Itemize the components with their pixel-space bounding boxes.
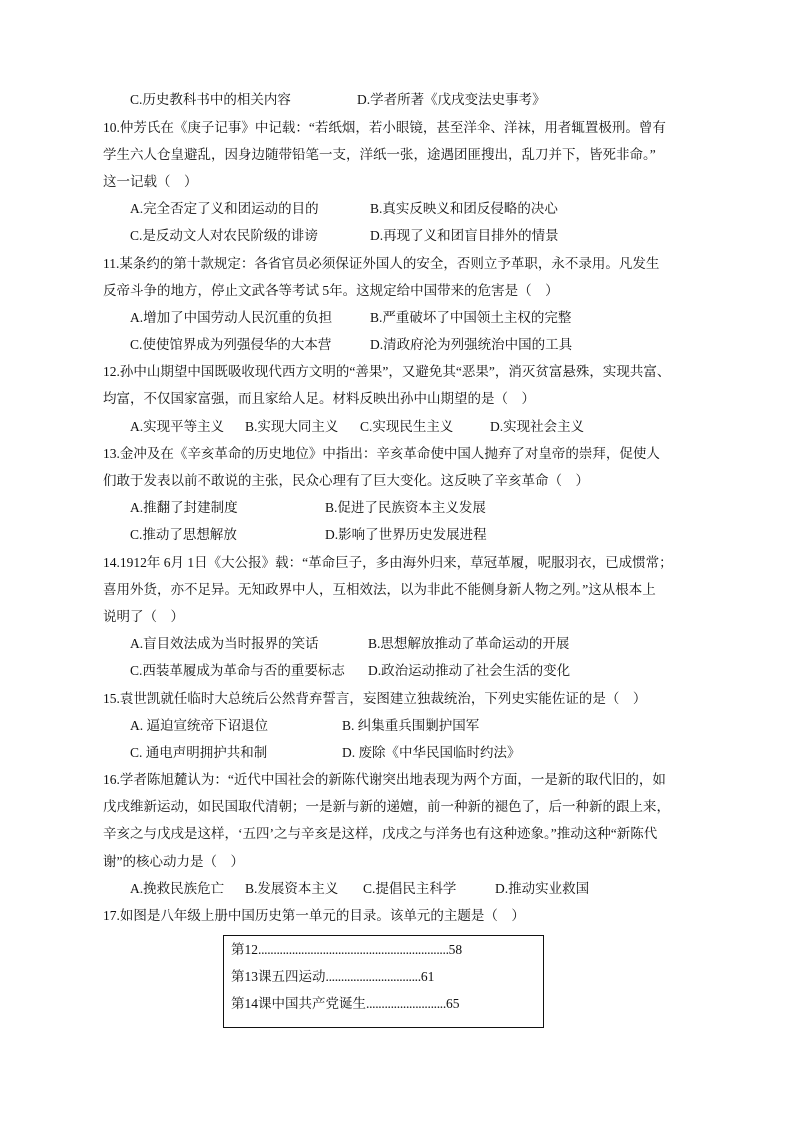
q16-stem-line-3: 辛亥之与戊戌是这样，‘五四’之与辛亥是这样，戊戌之与洋务也有这种迹象。”推动这种“新陈代 bbox=[103, 826, 658, 842]
q13-option-c: C.推动了思想解放 bbox=[130, 527, 237, 543]
q13-options-row-2 bbox=[0, 521, 794, 548]
toc-entry-label: 第12 bbox=[231, 942, 258, 957]
toc-entry-page: 65 bbox=[445, 996, 460, 1012]
q10-stem-line-1: 10.仲芳氏在《庚子记事》中记载：“若纸烟，若小眼镜，甚至洋伞、洋袜，用者辄置极刑。曾有 bbox=[103, 119, 666, 135]
q10-options-row-2 bbox=[0, 222, 794, 249]
q12-stem-line-2: 均富，不仅国家富强，而且家给人足。材料反映出孙中山期望的是（ ） bbox=[103, 391, 535, 407]
toc-entry-page: 58 bbox=[448, 942, 463, 957]
q11-options-row-1 bbox=[0, 304, 794, 331]
q10-option-c: C.是反动文人对农民阶级的诽谤 bbox=[130, 228, 318, 244]
q16-option-c: C.提倡民主科学 bbox=[363, 880, 457, 896]
q11-option-a: A.增加了中国劳动人民沉重的负担 bbox=[130, 309, 333, 325]
q15-options-row-1 bbox=[0, 712, 794, 739]
q15-option-a: A. 逼迫宣统帝下诏退位 bbox=[130, 717, 268, 733]
q12-option-c: C.实现民生主义 bbox=[360, 418, 454, 434]
q9-option-d: D.学者所著《戊戌变法史事考》 bbox=[357, 92, 546, 108]
q13-option-a: A.推翻了封建制度 bbox=[130, 500, 238, 516]
question-lines bbox=[0, 86, 794, 929]
q11-stem-line-2: 反帝斗争的地方，停止文武各等考试 5年。这规定给中国带来的危害是（ ） bbox=[103, 282, 559, 298]
q15-options-row-2 bbox=[0, 739, 794, 766]
q10-stem-line-2: 学生六人仓皇避乱，因身边随带铅笔一支，洋纸一张，途遇团匪搜出，乱刀并下，皆死非命。” bbox=[103, 146, 656, 162]
toc-entry bbox=[224, 990, 543, 1017]
toc-entry-label: 第14课中国共产党诞生 bbox=[231, 996, 366, 1012]
toc-entry-leader: .......................... bbox=[366, 996, 446, 1012]
toc-entry-leader: .............................................................. bbox=[258, 942, 449, 957]
q12-option-a: A.实现平等主义 bbox=[130, 418, 225, 434]
q16-stem-line-1: 16.学者陈旭麓认为：“近代中国社会的新陈代谢突出地表现为两个方面，一是新的取代旧的，如 bbox=[103, 772, 666, 788]
q13-stem-line-1: 13.金冲及在《辛亥革命的历史地位》中指出：辛亥革命使中国人抛弃了对皇帝的崇拜，促使人 bbox=[103, 445, 660, 461]
q16-stem-line-4: 谢”的核心动力是（ ） bbox=[103, 853, 244, 869]
q12-option-d: D.实现社会主义 bbox=[490, 418, 585, 434]
q10-stem-line-3: 这一记载（ ） bbox=[103, 173, 198, 189]
q12-option-b: B.实现大同主义 bbox=[245, 418, 339, 434]
q14-options-row-2 bbox=[0, 657, 794, 684]
q10-option-a: A.完全否定了义和团运动的目的 bbox=[130, 201, 319, 217]
q11-option-d: D.清政府沦为列强统治中国的工具 bbox=[370, 337, 573, 353]
toc-entry-leader: ............................... bbox=[325, 969, 421, 985]
toc-entry-label: 第13课五四运动 bbox=[231, 969, 326, 985]
q16-option-d: D.推动实业救国 bbox=[495, 880, 590, 896]
q14-stem-line-2: 喜用外货，亦不足异。无知政界中人，互相效法，以为非此不能侧身新人物之列。”这从根本上 bbox=[103, 581, 656, 597]
q11-options-row-2 bbox=[0, 331, 794, 358]
toc-entry bbox=[224, 963, 543, 990]
q15-stem-line-1: 15.袁世凯就任临时大总统后公然背弃誓言，妄图建立独裁统治，下列史实能佐证的是（ ） bbox=[103, 690, 647, 706]
q11-stem-line-1: 11.某条约的第十款规定：各省官员必须保证外国人的安全，否则立予革职，永不录用。凡发生 bbox=[103, 255, 660, 271]
q14-options-row-1 bbox=[0, 630, 794, 657]
q16-stem-line-2: 戊戌维新运动，如民国取代清朝；一是新与新的递嬗，前一种新的褪色了，后一种新的跟上来， bbox=[103, 799, 670, 815]
toc-entry bbox=[224, 936, 543, 963]
q14-stem-line-1: 14.1912年 6月 1日《大公报》载：“革命巨子，多由海外归来，草冠革履，呢服羽衣，已成惯常； bbox=[103, 554, 673, 570]
q13-options-row-1 bbox=[0, 494, 794, 521]
table-of-contents-box bbox=[223, 935, 544, 1028]
q9-options-row-2 bbox=[0, 86, 794, 113]
q14-option-b: B.思想解放推动了革命运动的开展 bbox=[368, 636, 570, 652]
q10-option-d: D.再现了义和团盲目排外的情景 bbox=[370, 228, 559, 244]
q12-stem-line-1: 12.孙中山期望中国既吸收现代西方文明的“善果”，又避免其“恶果”，消灭贫富悬殊，实现共富、 bbox=[103, 364, 671, 380]
q12-options-row bbox=[0, 413, 794, 440]
toc-entry-page: 61 bbox=[420, 969, 435, 985]
q16-option-b: B.发展资本主义 bbox=[245, 880, 339, 896]
q14-option-d: D.政治运动推动了社会生活的变化 bbox=[368, 663, 571, 679]
q15-option-c: C. 通电声明拥护共和制 bbox=[130, 744, 268, 760]
q13-option-b: B.促进了民族资本主义发展 bbox=[325, 500, 486, 516]
q17-stem-line-1: 17.如图是八年级上册中国历史第一单元的目录。该单元的主题是（ ） bbox=[103, 908, 525, 924]
q10-options-row-1 bbox=[0, 195, 794, 222]
q16-option-a: A.挽救民族危亡 bbox=[130, 880, 225, 896]
q9-option-c: C.历史教科书中的相关内容 bbox=[130, 92, 291, 108]
q14-stem-line-3: 说明了（ ） bbox=[103, 608, 184, 624]
q11-option-b: B.严重破坏了中国领土主权的完整 bbox=[370, 309, 572, 325]
q15-option-d: D. 废除《中华民国临时约法》 bbox=[342, 744, 521, 760]
q14-option-c: C.西装革履成为革命与否的重要标志 bbox=[130, 663, 345, 679]
q13-option-d: D.影响了世界历史发展进程 bbox=[325, 527, 487, 543]
q14-option-a: A.盲目效法成为当时报界的笑话 bbox=[130, 636, 319, 652]
q10-option-b: B.真实反映义和团反侵略的决心 bbox=[370, 201, 558, 217]
q15-option-b: B. 纠集重兵围剿护国军 bbox=[342, 717, 480, 733]
q13-stem-line-2: 们敢于发表以前不敢说的主张，民众心理有了巨大变化。这反映了辛亥革命（ ） bbox=[103, 473, 589, 489]
q11-option-c: C.使使馆界成为列强侵华的大本营 bbox=[130, 337, 332, 353]
q16-options-row bbox=[0, 875, 794, 902]
